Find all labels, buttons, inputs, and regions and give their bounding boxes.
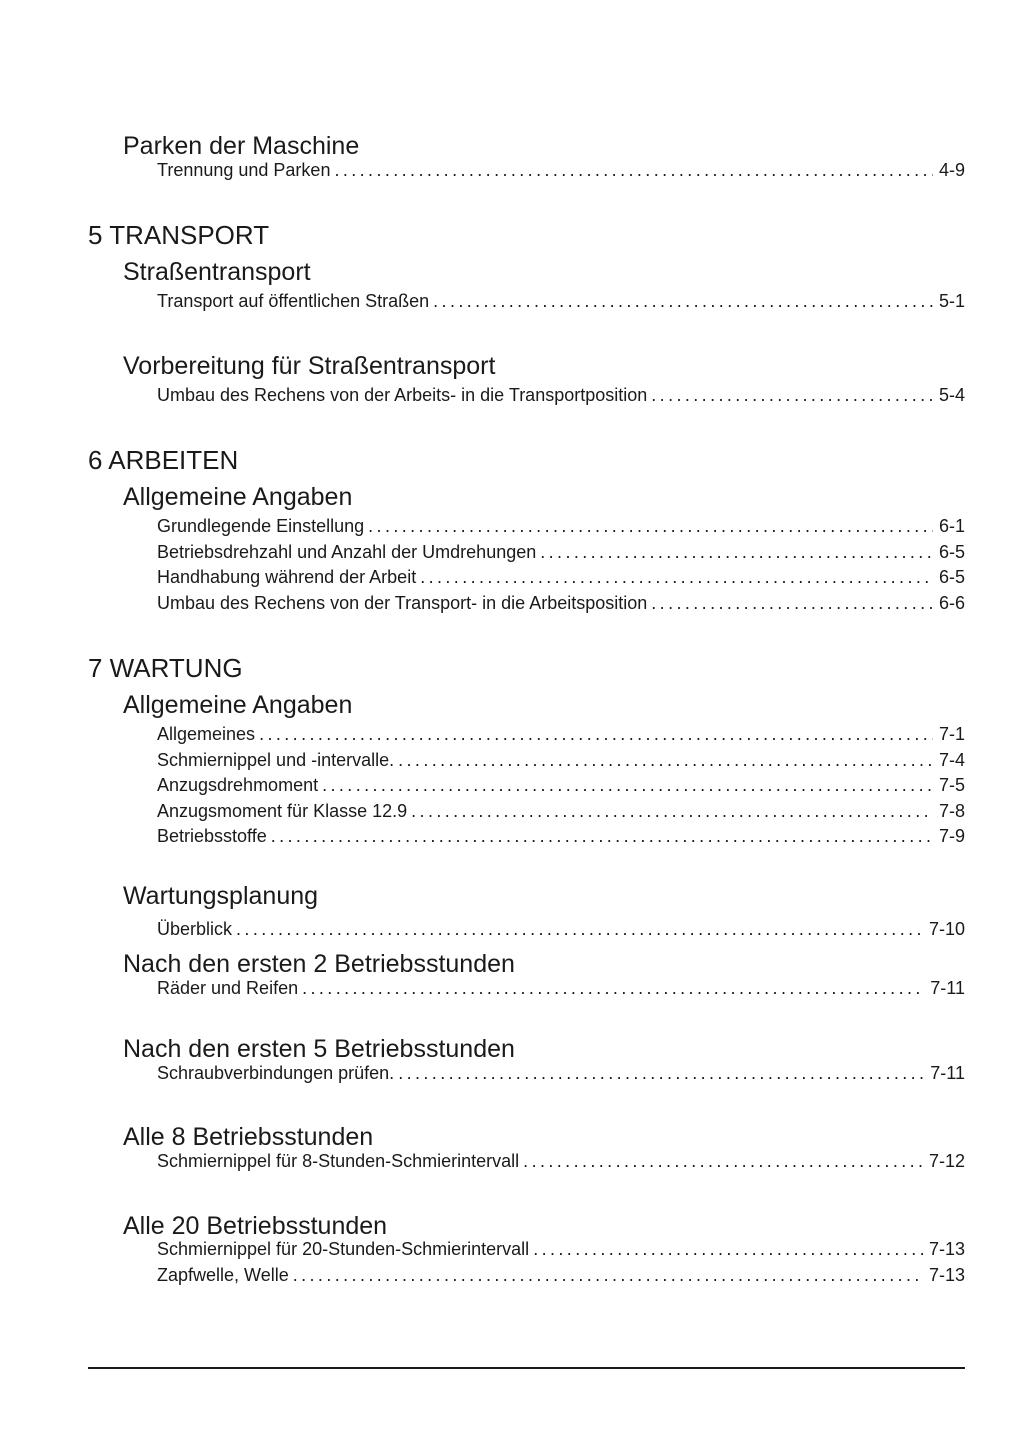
toc-entry-text: Überblick [157,919,233,939]
chapter-title-wartung: 7 WARTUNG [88,653,243,683]
dot-leader [651,592,933,614]
toc-entry[interactable] [157,1264,965,1286]
toc-entry[interactable] [157,1062,965,1084]
section-title-strassentransport: Straßentransport [123,258,311,286]
toc-entry-text: Zapfwelle, Welle [157,1265,289,1285]
toc-entry-text: Umbau des Rechens von der Transport- in die Arbeitsposition [157,593,648,613]
toc-entry-page: 7-5 [938,775,965,795]
toc-entry[interactable] [157,159,965,181]
toc-entry-text: Schmiernippel für 20-Stunden-Schmierintervall [157,1239,530,1259]
toc-entry-text: Schmiernippel für 8-Stunden-Schmierintervall [157,1151,520,1171]
chapter-title-arbeiten: 6 ARBEITEN [88,445,239,475]
toc-entry-page: 6-6 [938,593,965,613]
dot-leader [540,541,933,563]
toc-entry-text: Schraubverbindungen prüfen. [157,1063,395,1083]
toc-entry[interactable] [157,774,965,796]
toc-entry[interactable] [157,515,965,537]
dot-leader [236,918,923,940]
toc-entry-page: 5-1 [938,291,965,311]
toc-entry[interactable] [157,1238,965,1260]
toc-entry-page: 7-11 [930,978,965,998]
toc-entry-page: 7-13 [928,1265,965,1285]
toc-entry-page: 5-4 [938,385,965,405]
dot-leader [433,290,933,312]
dot-leader [398,1062,924,1084]
dot-leader [651,384,933,406]
toc-entry-page: 7-13 [928,1239,965,1259]
dot-leader [533,1238,923,1260]
toc-entry[interactable] [157,800,965,822]
dot-leader [523,1150,923,1172]
section-title-alle-20: Alle 20 Betriebsstunden [123,1212,388,1240]
section-title-vorbereitung: Vorbereitung für Straßentransport [123,352,496,380]
toc-entry[interactable] [157,592,965,614]
footer-rule [88,1367,965,1369]
toc-entry-page: 7-4 [938,750,965,770]
toc-entry-text: Grundlegende Einstellung [157,516,365,536]
toc-entry[interactable] [157,749,965,771]
dot-leader [398,749,933,771]
toc-entry-page: 7-11 [930,1063,965,1083]
toc-entry[interactable] [157,384,965,406]
toc-entry-text: Räder und Reifen [157,978,299,998]
chapter-title-transport: 5 TRANSPORT [88,220,270,250]
section-title-alle-8: Alle 8 Betriebsstunden [123,1123,374,1151]
toc-entry-page: 6-5 [938,567,965,587]
toc-entry-text: Handhabung während der Arbeit [157,567,417,587]
dot-leader [302,977,924,999]
toc-entry-text: Anzugsmoment für Klasse 12.9 [157,801,408,821]
section-title-wartungsplanung: Wartungsplanung [123,882,319,910]
dot-leader [322,774,933,796]
dot-leader [334,159,933,181]
toc-entry-text: Schmiernippel und -intervalle. [157,750,395,770]
toc-entry-text: Betriebsdrehzahl und Anzahl der Umdrehungen [157,542,537,562]
toc-entry-page: 7-10 [928,919,965,939]
toc-entry-text: Umbau des Rechens von der Arbeits- in die Transportposition [157,385,648,405]
toc-entry-page: 7-12 [928,1151,965,1171]
toc-entry-text: Allgemeines [157,724,256,744]
dot-leader [420,566,933,588]
toc-entry-text: Transport auf öffentlichen Straßen [157,291,430,311]
toc-entry-page: 6-5 [938,542,965,562]
dot-leader [259,723,933,745]
dot-leader [271,825,933,847]
dot-leader [293,1264,923,1286]
toc-entry[interactable] [157,918,965,940]
section-title-parken: Parken der Maschine [123,132,360,160]
toc-entry[interactable] [157,825,965,847]
dot-leader [368,515,933,537]
toc-entry-text: Anzugsdrehmoment [157,775,319,795]
toc-entry-text: Betriebsstoffe [157,826,267,846]
toc-entry-page: 7-1 [938,724,965,744]
toc-entry-page: 7-9 [938,826,965,846]
toc-entry[interactable] [157,977,965,999]
dot-leader [411,800,933,822]
toc-entry[interactable] [157,723,965,745]
section-title-allgemeine-angaben-7: Allgemeine Angaben [123,691,353,719]
toc-entry-text: Trennung und Parken [157,160,331,180]
toc-entry[interactable] [157,541,965,563]
toc-entry-page: 7-8 [938,801,965,821]
section-title-allgemeine-angaben-6: Allgemeine Angaben [123,483,353,511]
toc-entry[interactable] [157,1150,965,1172]
toc-entry-page: 6-1 [938,516,965,536]
toc-entry[interactable] [157,566,965,588]
section-title-erste-2: Nach den ersten 2 Betriebsstunden [123,950,515,978]
section-title-erste-5: Nach den ersten 5 Betriebsstunden [123,1035,515,1063]
toc-entry-page: 4-9 [938,160,965,180]
toc-entry[interactable] [157,290,965,312]
